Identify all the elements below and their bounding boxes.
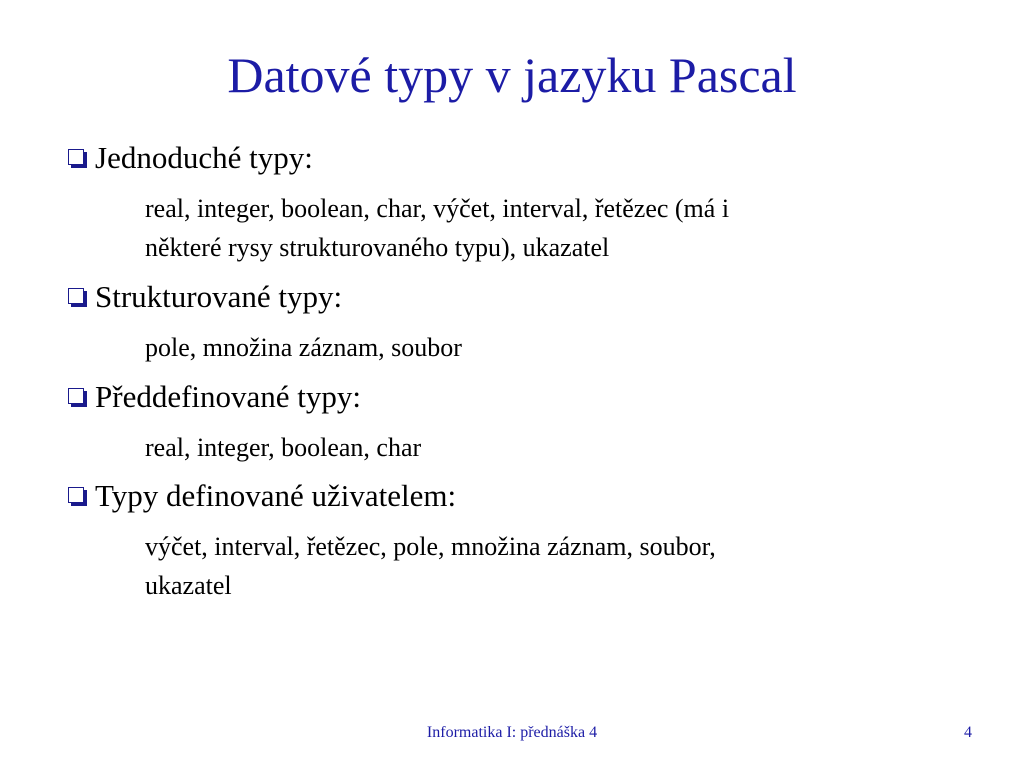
checkbox-square-icon: [68, 388, 87, 407]
slide-footer: Informatika I: přednáška 4: [426, 724, 598, 741]
detail-line: pole, množina záznam, soubor: [145, 333, 462, 362]
detail-line: ukazatel: [145, 571, 232, 600]
detail-line: real, integer, boolean, char: [145, 433, 422, 462]
page-number: 4: [964, 724, 972, 741]
bullet-detail-simple-types: [145, 189, 925, 267]
detail-line: výčet, interval, řetězec, pole, množina záznam, soubor,: [145, 532, 716, 561]
bullet-label: Jednoduché typy:: [95, 140, 313, 175]
bullet-label: Předdefinované typy:: [95, 379, 362, 414]
bullet-item-user-defined-types: [68, 476, 456, 516]
detail-line: real, integer, boolean, char, výčet, interval, řetězec (má i: [145, 194, 730, 223]
bullet-detail-user-defined-types: [145, 527, 925, 605]
bullet-item-structured-types: [68, 277, 342, 317]
bullet-detail-predefined-types: [145, 428, 925, 467]
slide-title: Datové typy v jazyku Pascal: [227, 47, 797, 103]
checkbox-square-icon: [68, 288, 87, 307]
checkbox-square-icon: [68, 487, 87, 506]
bullet-item-predefined-types: [68, 377, 361, 417]
bullet-detail-structured-types: [145, 328, 925, 367]
checkbox-square-icon: [68, 149, 87, 168]
bullet-label: Typy definované uživatelem:: [95, 478, 457, 513]
bullet-label: Strukturované typy:: [95, 279, 343, 314]
detail-line: některé rysy strukturovaného typu), ukazatel: [145, 233, 610, 262]
bullet-item-simple-types: [68, 138, 313, 178]
